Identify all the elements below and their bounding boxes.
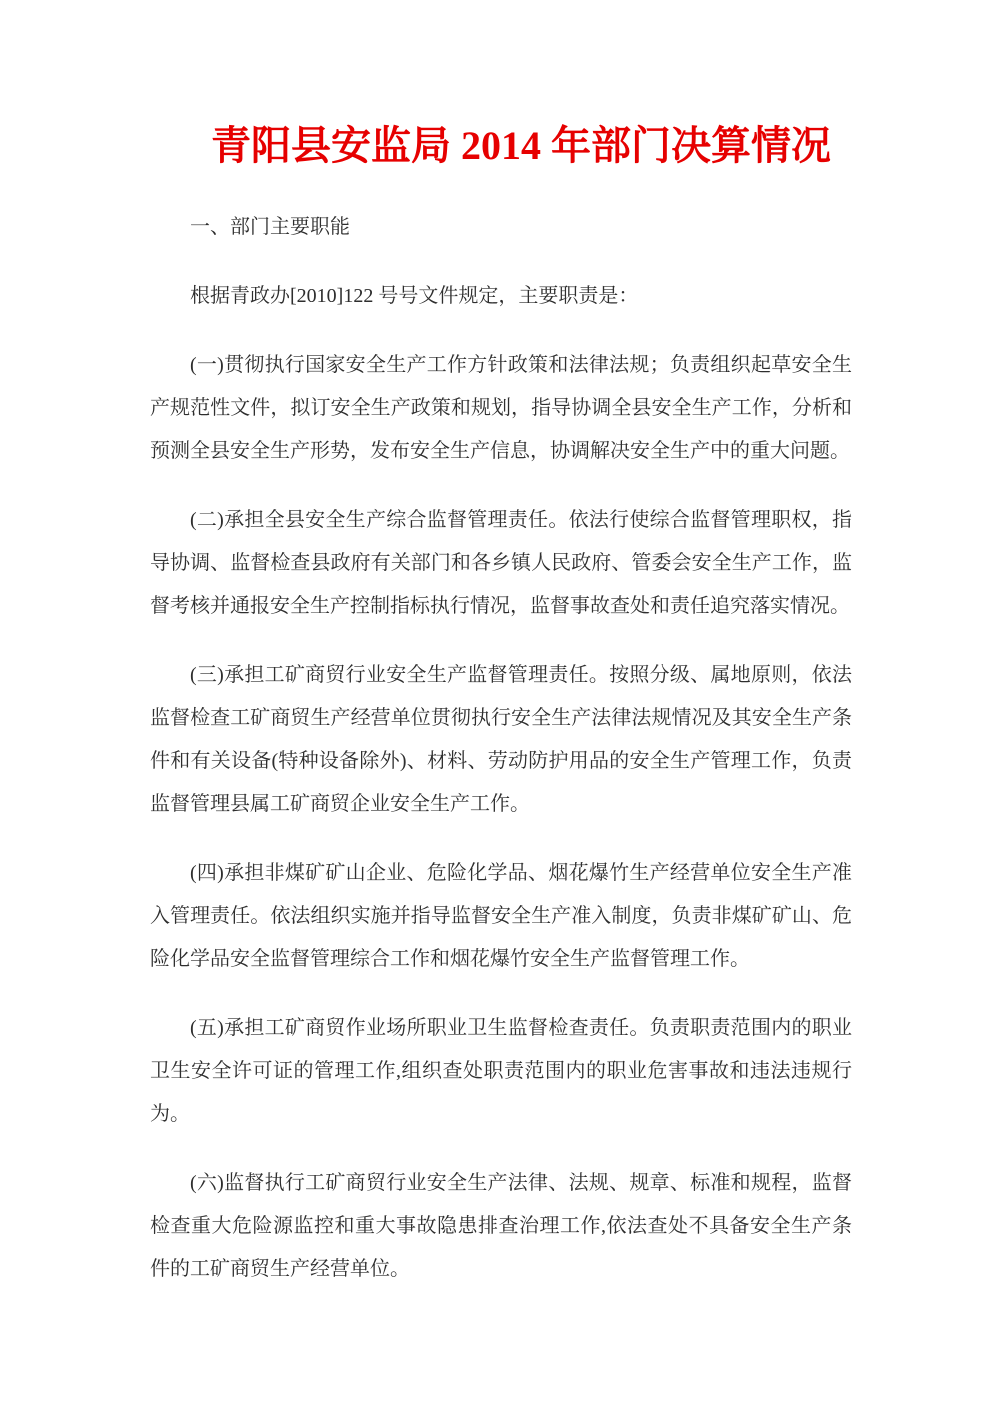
function-item-2: (二)承担全县安全生产综合监督管理责任。依法行使综合监督管理职权，指导协调、监督检查县政府有关部门和各乡镇人民政府、管委会安全生产工作，监督考核并通报安全生产控制指标执行情况，监督事故查处和责任追究落实情况。	[150, 509, 852, 617]
function-item-3: (三)承担工矿商贸行业安全生产监督管理责任。按照分级、属地原则，依法监督检查工矿商贸生产经营单位贯彻执行安全生产法律法规情况及其安全生产条件和有关设备(特种设备除外)、材料、劳动防护用品的安全生产管理工作，负责监督管理县属工矿商贸企业安全生产工作。	[150, 664, 852, 815]
document-title: 青阳县安监局 2014 年部门决算情况	[211, 123, 831, 168]
function-item-1: (一)贯彻执行国家安全生产工作方针政策和法律法规；负责组织起草安全生产规范性文件，拟订安全生产政策和规划，指导协调全县安全生产工作，分析和预测全县安全生产形势，发布安全生产信息，协调解决安全生产中的重大问题。	[150, 354, 852, 462]
section-heading: 一、部门主要职能	[190, 216, 350, 238]
function-item-4: (四)承担非煤矿矿山企业、危险化学品、烟花爆竹生产经营单位安全生产准入管理责任。依法组织实施并指导监督安全生产准入制度，负责非煤矿矿山、危险化学品安全监督管理综合工作和烟花爆竹安全生产监督管理工作。	[150, 862, 852, 970]
function-item-5: (五)承担工矿商贸作业场所职业卫生监督检查责任。负责职责范围内的职业卫生安全许可证的管理工作,组织查处职责范围内的职业危害事故和违法违规行为。	[150, 1017, 852, 1125]
intro-paragraph: 根据青政办[2010]122 号号文件规定，主要职责是：	[190, 285, 639, 307]
function-item-6: (六)监督执行工矿商贸行业安全生产法律、法规、规章、标准和规程，监督检查重大危险源监控和重大事故隐患排查治理工作,依法查处不具备安全生产条件的工矿商贸生产经营单位。	[150, 1172, 852, 1280]
